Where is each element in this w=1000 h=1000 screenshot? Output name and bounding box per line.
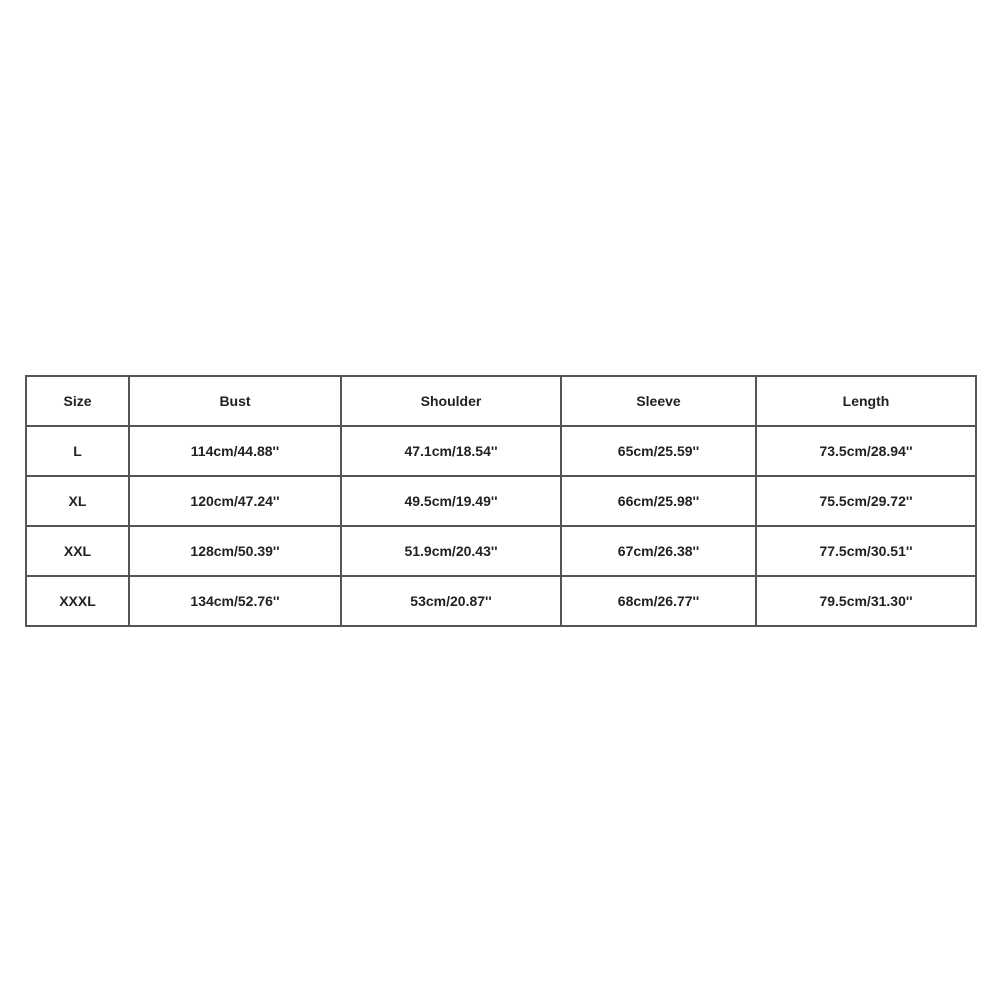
cell-bust: 120cm/47.24'' xyxy=(129,476,341,526)
table-row xyxy=(26,526,976,576)
cell-shoulder: 49.5cm/19.49'' xyxy=(341,476,561,526)
cell-shoulder: 47.1cm/18.54'' xyxy=(341,426,561,476)
cell-sleeve: 65cm/25.59'' xyxy=(561,426,756,476)
cell-bust: 128cm/50.39'' xyxy=(129,526,341,576)
cell-size: XXL xyxy=(26,526,129,576)
cell-bust: 134cm/52.76'' xyxy=(129,576,341,626)
cell-size: L xyxy=(26,426,129,476)
table-row xyxy=(26,476,976,526)
cell-length: 73.5cm/28.94'' xyxy=(756,426,976,476)
cell-sleeve: 68cm/26.77'' xyxy=(561,576,756,626)
cell-shoulder: 51.9cm/20.43'' xyxy=(341,526,561,576)
cell-sleeve: 66cm/25.98'' xyxy=(561,476,756,526)
size-chart-table xyxy=(25,375,977,627)
cell-length: 79.5cm/31.30'' xyxy=(756,576,976,626)
header-shoulder: Shoulder xyxy=(341,376,561,426)
header-sleeve: Sleeve xyxy=(561,376,756,426)
cell-length: 77.5cm/30.51'' xyxy=(756,526,976,576)
table-row xyxy=(26,426,976,476)
header-size: Size xyxy=(26,376,129,426)
cell-bust: 114cm/44.88'' xyxy=(129,426,341,476)
header-bust: Bust xyxy=(129,376,341,426)
cell-shoulder: 53cm/20.87'' xyxy=(341,576,561,626)
cell-sleeve: 67cm/26.38'' xyxy=(561,526,756,576)
cell-length: 75.5cm/29.72'' xyxy=(756,476,976,526)
table-row xyxy=(26,576,976,626)
table-header-row xyxy=(26,376,976,426)
cell-size: XL xyxy=(26,476,129,526)
cell-size: XXXL xyxy=(26,576,129,626)
header-length: Length xyxy=(756,376,976,426)
